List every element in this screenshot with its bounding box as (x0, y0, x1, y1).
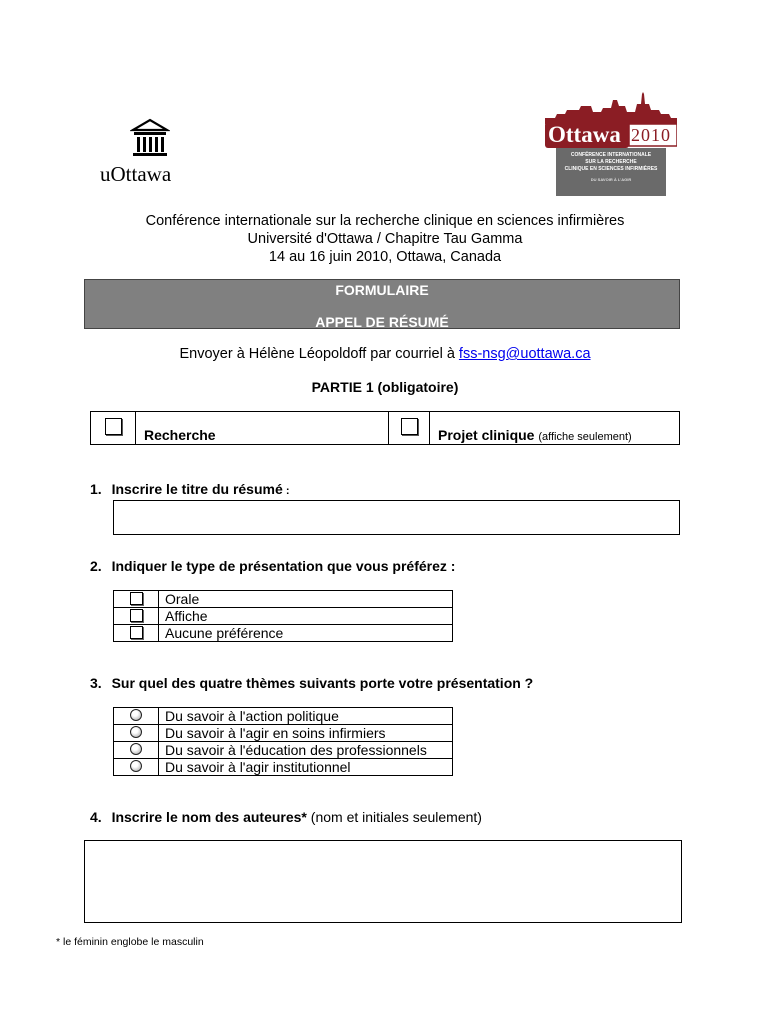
part-heading: PARTIE 1 (obligatoire) (311, 379, 459, 395)
ottawa-wordmark: Ottawa (548, 122, 621, 147)
category-table (90, 411, 680, 445)
theme-label-2: Du savoir à l'agir en soins infirmiers (159, 725, 453, 742)
send-prefix: Envoyer à Hélène Léopoldoff par courriel à (179, 346, 459, 362)
theme-label-1: Du savoir à l'action politique (159, 708, 453, 725)
question-1 (90, 481, 290, 497)
uottawa-logo (100, 118, 190, 188)
uottawa-building-icon (130, 118, 170, 160)
question-3-number: 3. (90, 675, 102, 691)
recherche-label: Recherche (136, 412, 389, 445)
projet-clinique-checkbox-cell (389, 412, 430, 445)
projet-clinique-cell (430, 412, 680, 445)
question-2-number: 2. (90, 558, 102, 574)
ottawa-2010-logo (545, 92, 677, 196)
aucune-preference-checkbox[interactable] (130, 626, 143, 639)
conference-dates: 14 au 16 juin 2010, Ottawa, Canada (268, 249, 502, 265)
theme-radio-2[interactable] (130, 726, 142, 738)
aucune-preference-label: Aucune préférence (159, 625, 453, 642)
question-3 (90, 675, 533, 691)
presentation-type-table (113, 590, 453, 642)
question-3-label: Sur quel des quatre thèmes suivants porte votre présentation ? (111, 675, 534, 691)
theme-radio-4[interactable] (130, 760, 142, 772)
question-1-suffix: : (282, 485, 290, 497)
question-4-number: 4. (90, 809, 102, 825)
uottawa-wordmark: uOttawa (100, 162, 172, 186)
question-4-note: (nom et initiales seulement) (306, 809, 482, 825)
footnote: * le féminin englobe le masculin (56, 936, 204, 948)
theme-label-4: Du savoir à l'agir institutionnel (159, 759, 453, 776)
affiche-checkbox[interactable] (130, 609, 143, 622)
abstract-title-field[interactable] (113, 500, 680, 535)
question-2-label: Indiquer le type de présentation que vous préférez : (111, 558, 456, 574)
question-1-number: 1. (90, 481, 102, 497)
recherche-checkbox[interactable] (105, 418, 122, 435)
authors-field[interactable] (84, 840, 682, 923)
university-chapter: Université d'Ottawa / Chapitre Tau Gamma (247, 231, 523, 247)
question-2 (90, 558, 455, 574)
question-4 (90, 809, 482, 825)
form-title: FORMULAIRE (335, 282, 429, 298)
conference-title: Conférence internationale sur la recherche clinique en sciences infirmières (145, 213, 625, 229)
theme-label-3: Du savoir à l'éducation des professionnels (159, 742, 453, 759)
form-title-band (84, 279, 680, 329)
orale-checkbox[interactable] (130, 592, 143, 605)
ottawa-year: 2010 (631, 125, 671, 145)
ottawa-logo-caption: CONFÉRENCE INTERNATIONALE SUR LA RECHERCHE CLINIQUE EN SCIENCES INFIRMIÈRES DU SAVOIR À L'AGIR (556, 148, 666, 196)
recherche-checkbox-cell (91, 412, 136, 445)
question-1-label: Inscrire le titre du résumé (111, 481, 283, 497)
theme-radio-3[interactable] (130, 743, 142, 755)
orale-label: Orale (159, 591, 453, 608)
send-instructions (0, 346, 770, 362)
theme-radio-1[interactable] (130, 709, 142, 721)
email-link[interactable]: fss-nsg@uottawa.ca (458, 346, 591, 362)
parliament-skyline-icon (545, 92, 677, 124)
question-4-label: Inscrire le nom des auteures* (111, 809, 307, 825)
projet-clinique-checkbox[interactable] (401, 418, 418, 435)
theme-table (113, 707, 453, 776)
affiche-label: Affiche (159, 608, 453, 625)
projet-clinique-note: (affiche seulement) (538, 431, 632, 443)
form-subtitle: APPEL DE RÉSUMÉ (315, 314, 449, 330)
projet-clinique-label: Projet clinique (438, 427, 535, 443)
